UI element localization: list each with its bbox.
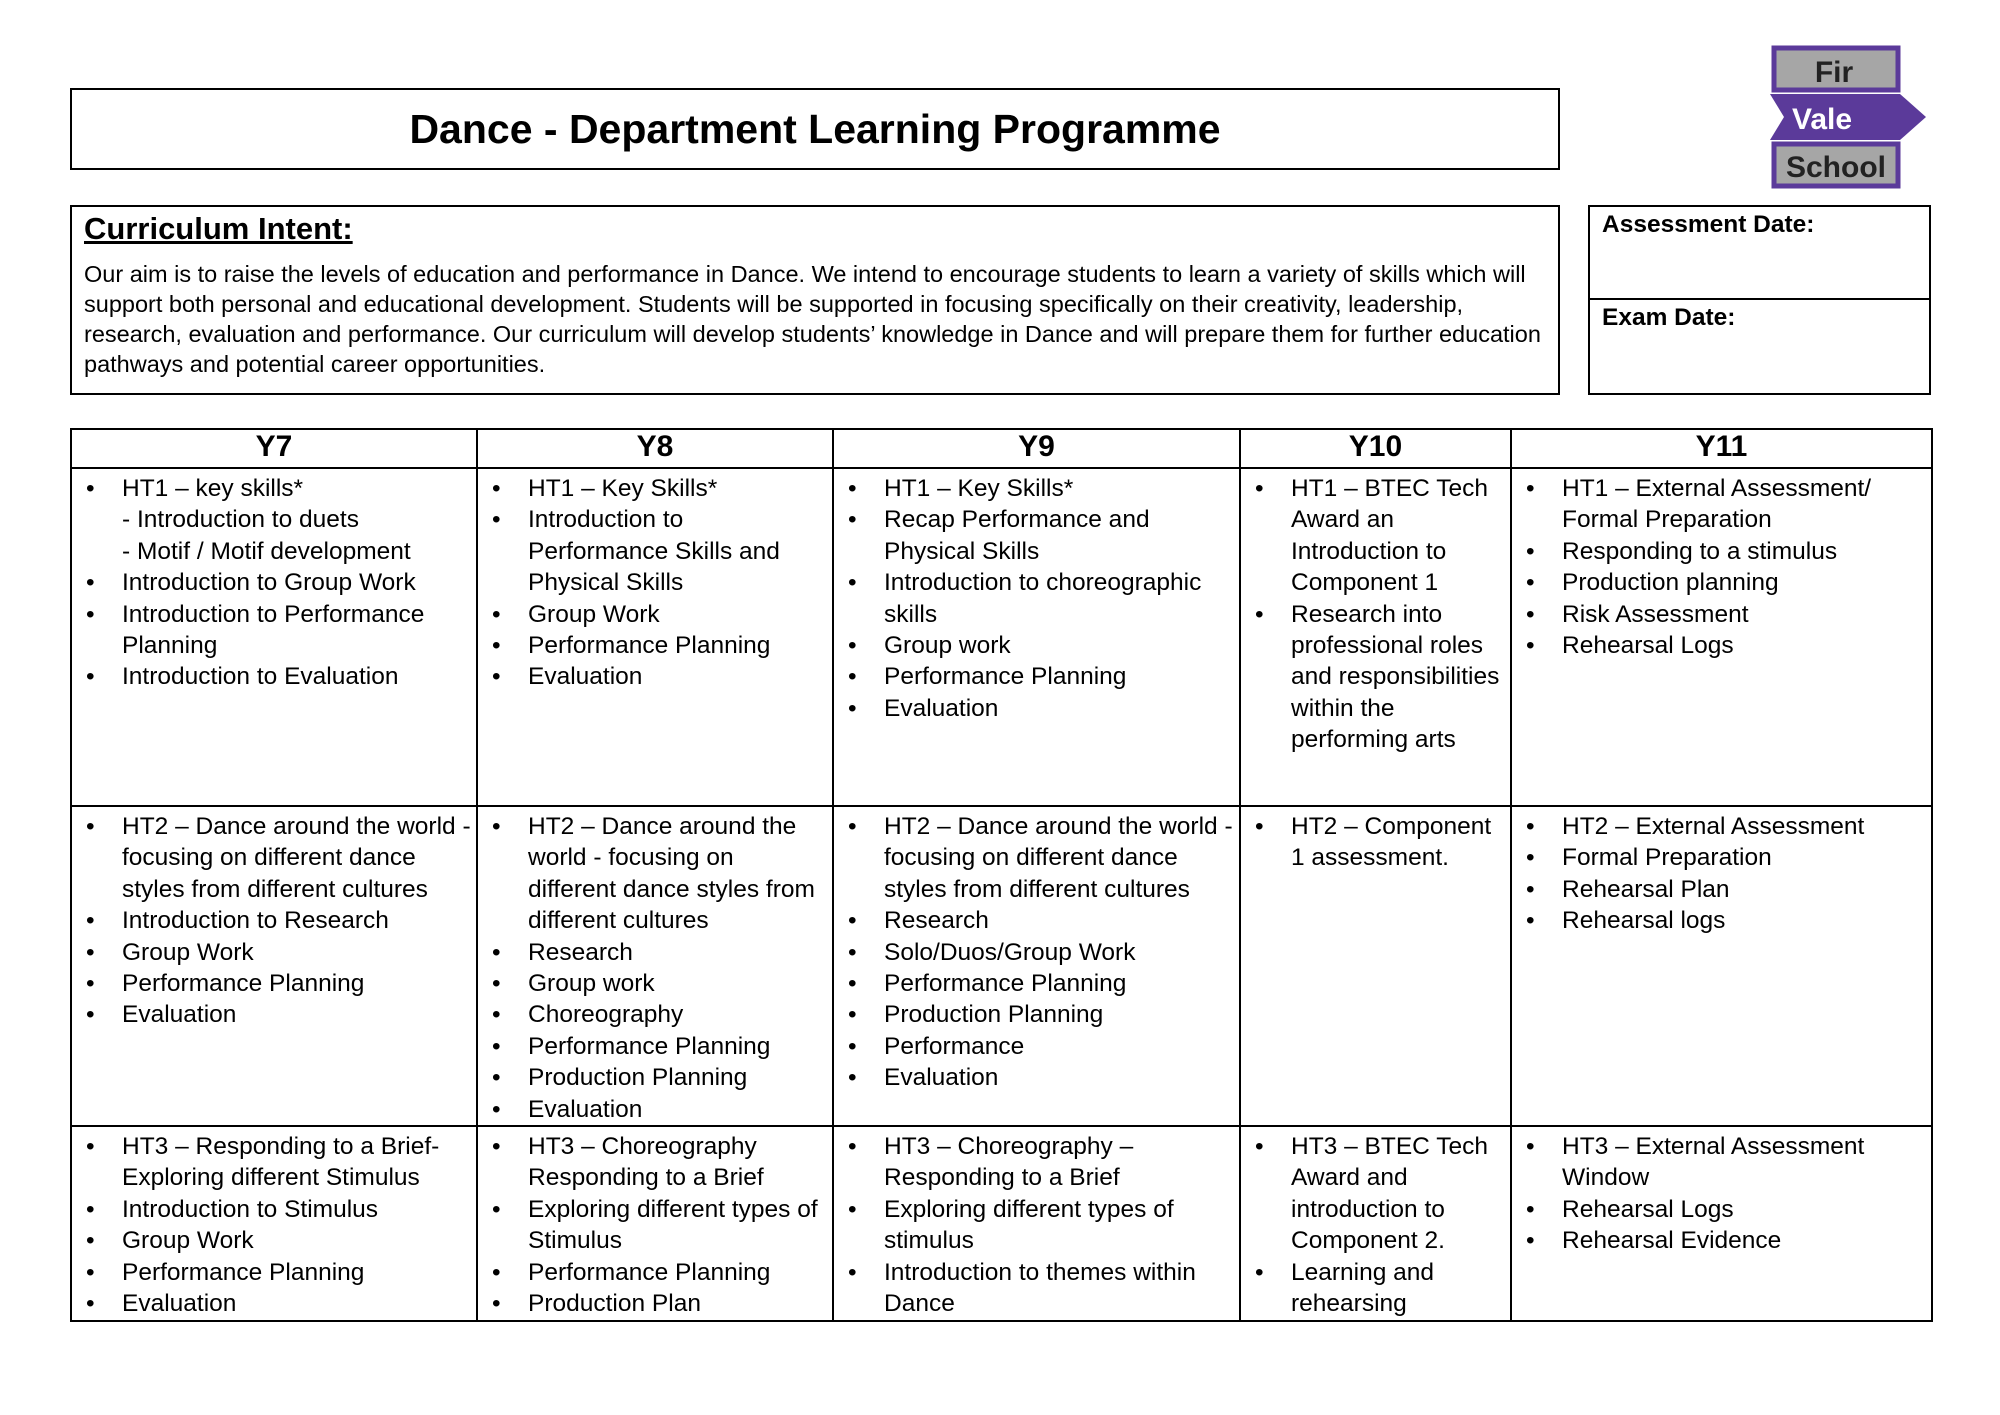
title-box: [70, 88, 1560, 170]
half-term-row-ht1: [71, 468, 1932, 806]
topic-item: • Introduction to Performance Skills and Physical Skills: [478, 504, 832, 598]
topic-item: • Rehearsal Logs: [1512, 630, 1931, 661]
topic-item: • Introduction to Performance Planning: [72, 599, 476, 662]
topic-list: [1512, 1131, 1931, 1257]
topic-item: • HT2 – External Assessment: [1512, 811, 1931, 842]
topic-item: • Evaluation: [834, 1062, 1239, 1093]
topic-subitem: - Motif / Motif development: [122, 537, 411, 565]
topic-item: • Performance Planning: [834, 661, 1239, 692]
topic-item: • Performance Planning: [478, 1031, 832, 1062]
logo-line1: Fir: [1814, 56, 1854, 89]
topic-item: • Introduction to choreographic skills: [834, 567, 1239, 630]
topic-item: • Evaluation: [834, 693, 1239, 724]
topic-list: [1241, 1131, 1510, 1319]
topic-item: • Evaluation: [478, 661, 832, 692]
topic-item: • Production Planning: [834, 999, 1239, 1030]
topic-item: • Group Work: [72, 1225, 476, 1256]
half-term-row-ht3: [71, 1126, 1932, 1320]
topic-list: [834, 473, 1239, 724]
topic-item: • Exploring different types of stimulus: [834, 1194, 1239, 1257]
topic-item: • HT1 – Key Skills*: [834, 473, 1239, 504]
topic-item: • Rehearsal Logs: [1512, 1194, 1931, 1225]
topic-item: • Performance Planning: [72, 1257, 476, 1288]
topic-item: • Learning and rehearsing: [1241, 1257, 1510, 1320]
topic-item: • Introduction to Evaluation: [72, 661, 476, 692]
column-header-y9: Y9: [833, 429, 1240, 468]
topic-item: • Performance Planning: [478, 1257, 832, 1288]
topic-item: • HT1 – key skills*: [72, 473, 476, 504]
topic-subitem: - Introduction to duets: [122, 506, 359, 534]
topic-item: • HT3 – Choreography – Responding to a Brief: [834, 1131, 1239, 1194]
topic-item: • HT3 – Choreography Responding to a Brief: [478, 1131, 832, 1194]
assessment-date-label: Assessment Date:: [1590, 207, 1929, 300]
topic-list: [478, 1131, 832, 1319]
topic-list: [1241, 473, 1510, 756]
topic-item: • Production Plan: [478, 1288, 832, 1319]
topic-item: • HT2 – Component 1 assessment.: [1241, 811, 1510, 874]
intent-text: Our aim is to raise the levels of education and performance in Dance. We intend to encourage students to learn a variety of skills which will support both personal and educational development. Students will be supported in focusing specifically on their creativity, leadership, research, evaluation and performance. Our curriculum will develop students’ knowledge in Dance and will prepare them for further education pathways and potential career opportunities.: [84, 261, 1541, 377]
topic-list: [834, 811, 1239, 1094]
topic-item: • Introduction to Group Work: [72, 567, 476, 598]
intent-heading: Curriculum Intent:: [84, 211, 353, 246]
topic-item: • Formal Preparation: [1512, 842, 1931, 873]
topic-item: • Rehearsal logs: [1512, 905, 1931, 936]
cell-ht1-y10: [1240, 468, 1511, 806]
topic-list: [72, 473, 476, 693]
logo-line2: Vale: [1791, 103, 1853, 136]
topic-item: • Research: [478, 937, 832, 968]
logo-line3: School: [1785, 151, 1887, 184]
cell-ht3-y11: [1511, 1126, 1932, 1320]
cell-ht1-y11: [1511, 468, 1932, 806]
topic-item: • HT1 – External Assessment/ Formal Preparation: [1512, 473, 1931, 536]
topic-item: • Production Planning: [478, 1062, 832, 1093]
topic-item: • Introduction to Stimulus: [72, 1194, 476, 1225]
topic-list: [834, 1131, 1239, 1319]
topic-item: • Performance Planning: [834, 968, 1239, 999]
topic-list: [1512, 811, 1931, 937]
topic-item: • Rehearsal Plan: [1512, 874, 1931, 905]
topic-item: • HT2 – Dance around the world - focusing on different dance styles from different cultures: [478, 811, 832, 937]
topic-item: • HT1 – BTEC Tech Award an Introduction to Component 1: [1241, 473, 1510, 599]
cell-ht1-y9: [833, 468, 1240, 806]
page-title: Dance - Department Learning Programme: [409, 105, 1221, 152]
topic-list: [478, 473, 832, 693]
cell-ht3-y9: [833, 1126, 1240, 1320]
topic-item: • HT1 – Key Skills*: [478, 473, 832, 504]
cell-ht2-y7: [71, 806, 477, 1126]
cell-ht2-y9: [833, 806, 1240, 1126]
topic-item: • Exploring different types of Stimulus: [478, 1194, 832, 1257]
dates-box: [1588, 205, 1931, 395]
exam-date-label: Exam Date:: [1602, 304, 1736, 331]
cell-ht1-y7: [71, 468, 477, 806]
topic-list: [72, 1131, 476, 1319]
topic-item: • HT2 – Dance around the world - focusing on different dance styles from different cultures: [834, 811, 1239, 905]
topic-list: [478, 811, 832, 1125]
topic-item: • Responding to a stimulus: [1512, 536, 1931, 567]
topic-item: • Group work: [478, 968, 832, 999]
half-term-row-ht2: [71, 806, 1932, 1126]
topic-list: [1241, 811, 1510, 874]
topic-item: • Production planning: [1512, 567, 1931, 598]
topic-item: • Rehearsal Evidence: [1512, 1225, 1931, 1256]
topic-list: [1512, 473, 1931, 661]
topic-item: • Group Work: [72, 937, 476, 968]
topic-item: • Recap Performance and Physical Skills: [834, 504, 1239, 567]
cell-ht3-y7: [71, 1126, 477, 1320]
column-header-y7: Y7: [71, 429, 477, 468]
cell-ht3-y10: [1240, 1126, 1511, 1320]
topic-item: • Performance Planning: [478, 630, 832, 661]
cell-ht3-y8: [477, 1126, 833, 1320]
topic-item: • Performance Planning: [72, 968, 476, 999]
topic-item: • Research: [834, 905, 1239, 936]
topic-item: • Risk Assessment: [1512, 599, 1931, 630]
topic-list: [72, 811, 476, 1031]
curriculum-intent: [70, 205, 1560, 395]
year-header-row: [71, 429, 1932, 468]
topic-item: • Performance: [834, 1031, 1239, 1062]
cell-ht2-y11: [1511, 806, 1932, 1126]
programme-table: [70, 428, 1933, 1322]
topic-item: • Introduction to themes within Dance: [834, 1257, 1239, 1320]
column-header-y8: Y8: [477, 429, 833, 468]
topic-item: • Group Work: [478, 599, 832, 630]
topic-item: • Solo/Duos/Group Work: [834, 937, 1239, 968]
column-header-y11: Y11: [1511, 429, 1932, 468]
topic-item: • HT3 – Responding to a Brief- Exploring different Stimulus: [72, 1131, 476, 1194]
column-header-y10: Y10: [1240, 429, 1511, 468]
topic-item: • Introduction to Research: [72, 905, 476, 936]
fir-vale-school-logo: [1770, 44, 1930, 194]
topic-item: • Research into professional roles and responsibilities within the performing arts: [1241, 599, 1510, 756]
topic-item: • Evaluation: [478, 1094, 832, 1125]
cell-ht2-y8: [477, 806, 833, 1126]
cell-ht2-y10: [1240, 806, 1511, 1126]
cell-ht1-y8: [477, 468, 833, 806]
topic-item: • HT2 – Dance around the world - focusing on different dance styles from different cultures: [72, 811, 476, 905]
topic-item: • Group work: [834, 630, 1239, 661]
topic-item: • Evaluation: [72, 999, 476, 1030]
topic-item: • Evaluation: [72, 1288, 476, 1319]
topic-item: • Choreography: [478, 999, 832, 1030]
topic-item: • HT3 – External Assessment Window: [1512, 1131, 1931, 1194]
topic-item: • HT3 – BTEC Tech Award and introduction to Component 2.: [1241, 1131, 1510, 1257]
